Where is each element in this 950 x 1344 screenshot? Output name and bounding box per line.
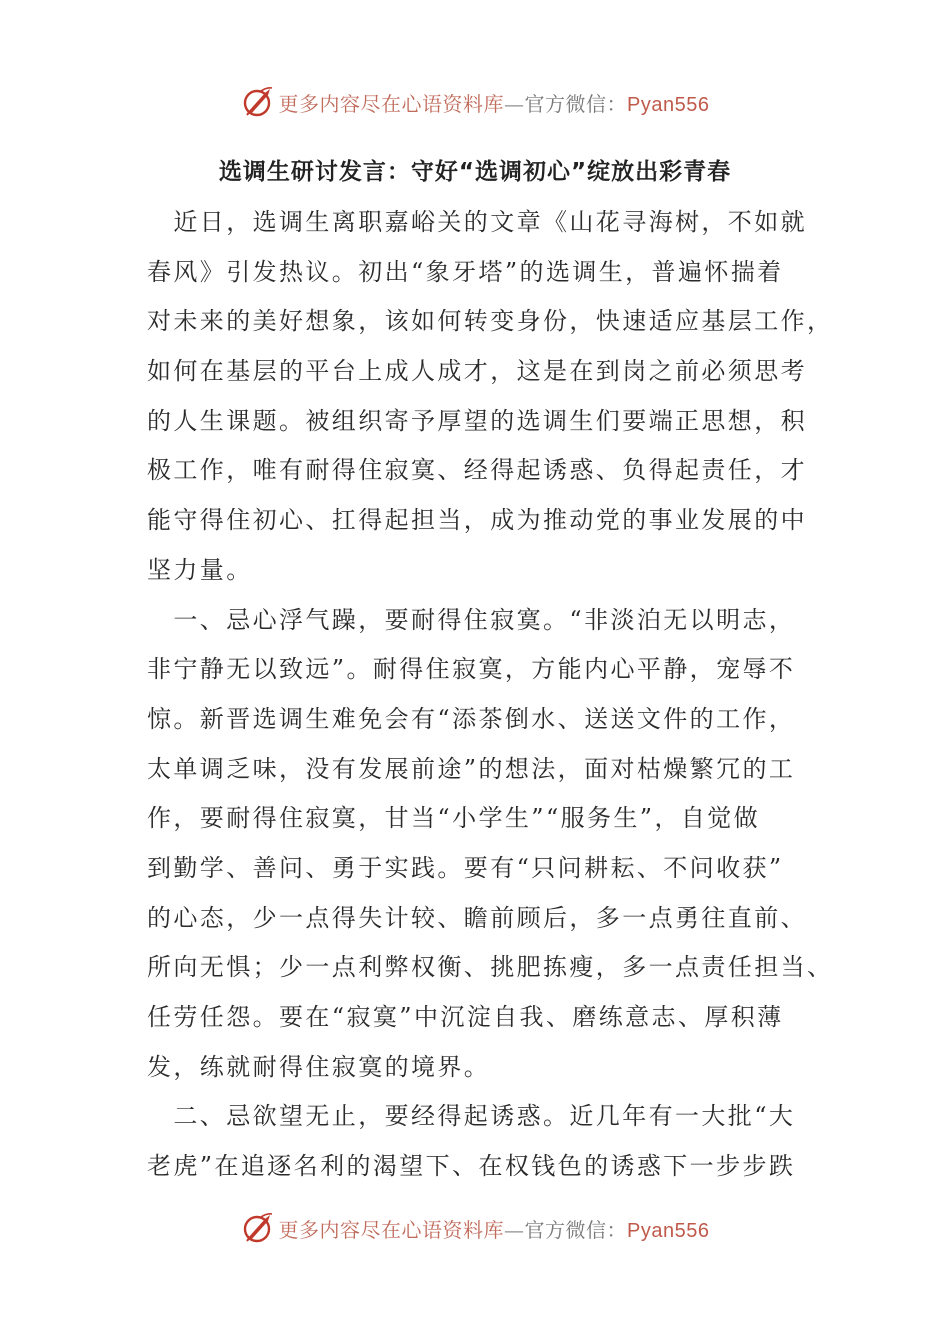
pen-logo-icon — [241, 85, 275, 119]
body-line: 能守得住初心、扛得起担当，成为推动党的事业发展的中 — [147, 506, 807, 535]
body-line: 如何在基层的平台上成人成才，这是在到岗之前必须思考 — [147, 357, 807, 386]
body-line: 作，要耐得住寂寞，甘当“小学生”“服务生”，自觉做 — [147, 804, 761, 833]
body-line: 到勤学、善问、勇于实践。要有“只问耕耘、不问收获” — [147, 853, 784, 882]
body-line: 老虎”在追逐名利的渴望下、在权钱色的诱惑下一步步跌 — [147, 1152, 796, 1181]
body-line: 极工作，唯有耐得住寂寞、经得起诱惑、负得起责任，才 — [147, 456, 807, 485]
body-line: 发，练就耐得住寂寞的境界。 — [147, 1052, 491, 1081]
watermark-site-text: 更多内容尽在心语资料库 — [278, 1217, 505, 1242]
pen-logo-icon — [241, 1211, 275, 1245]
watermark-header — [0, 82, 950, 122]
watermark-separator: — — [504, 1217, 525, 1242]
body-line: 对未来的美好想象，该如何转变身份，快速适应基层工作， — [147, 307, 834, 336]
document-body — [147, 198, 834, 1192]
body-line: 任劳任怨。要在“寂寞”中沉淀自我、磨练意志、厚积薄 — [147, 1003, 784, 1031]
body-line: 一、忌心浮气躁，要耐得住寂寞。“非淡泊无以明志， — [147, 605, 796, 634]
body-line: 近日，选调生离职嘉峪关的文章《山花寻海树，不如就 — [147, 208, 807, 236]
body-line: 的人生课题。被组织寄予厚望的选调生们要端正思想，积 — [147, 406, 807, 435]
body-line: 非宁静无以致远”。耐得住寂寞，方能内心平静，宠辱不 — [147, 655, 796, 684]
body-line: 坚力量。 — [147, 555, 253, 584]
watermark-site-text: 更多内容尽在心语资料库 — [278, 91, 505, 116]
body-line: 春风》引发热议。初出“象牙塔”的选调生，普遍怀揣着 — [147, 257, 784, 286]
watermark-wechat-id: Pyan556 — [627, 1219, 710, 1242]
watermark-wechat-label: 官方微信： — [524, 1217, 628, 1242]
watermark-separator: — — [504, 91, 525, 116]
body-line: 的心态，少一点得失计较、瞻前顾后，多一点勇往直前、 — [147, 903, 807, 932]
body-line: 惊。新晋选调生难免会有“添茶倒水、送送文件的工作， — [147, 704, 796, 733]
body-line: 太单调乏味，没有发展前途”的想法，面对枯燥繁冗的工 — [147, 754, 796, 783]
body-line: 二、忌欲望无止，要经得起诱惑。近几年有一大批“大 — [147, 1102, 796, 1131]
watermark-wechat-id: Pyan556 — [627, 93, 710, 116]
document-title: 选调生研讨发言：守好“选调初心”绽放出彩青春 — [218, 159, 732, 185]
watermark-footer — [0, 1208, 950, 1248]
watermark-wechat-label: 官方微信： — [524, 91, 628, 116]
body-line: 所向无惧；少一点利弊权衡、挑肥拣瘦，多一点责任担当、 — [147, 953, 834, 982]
